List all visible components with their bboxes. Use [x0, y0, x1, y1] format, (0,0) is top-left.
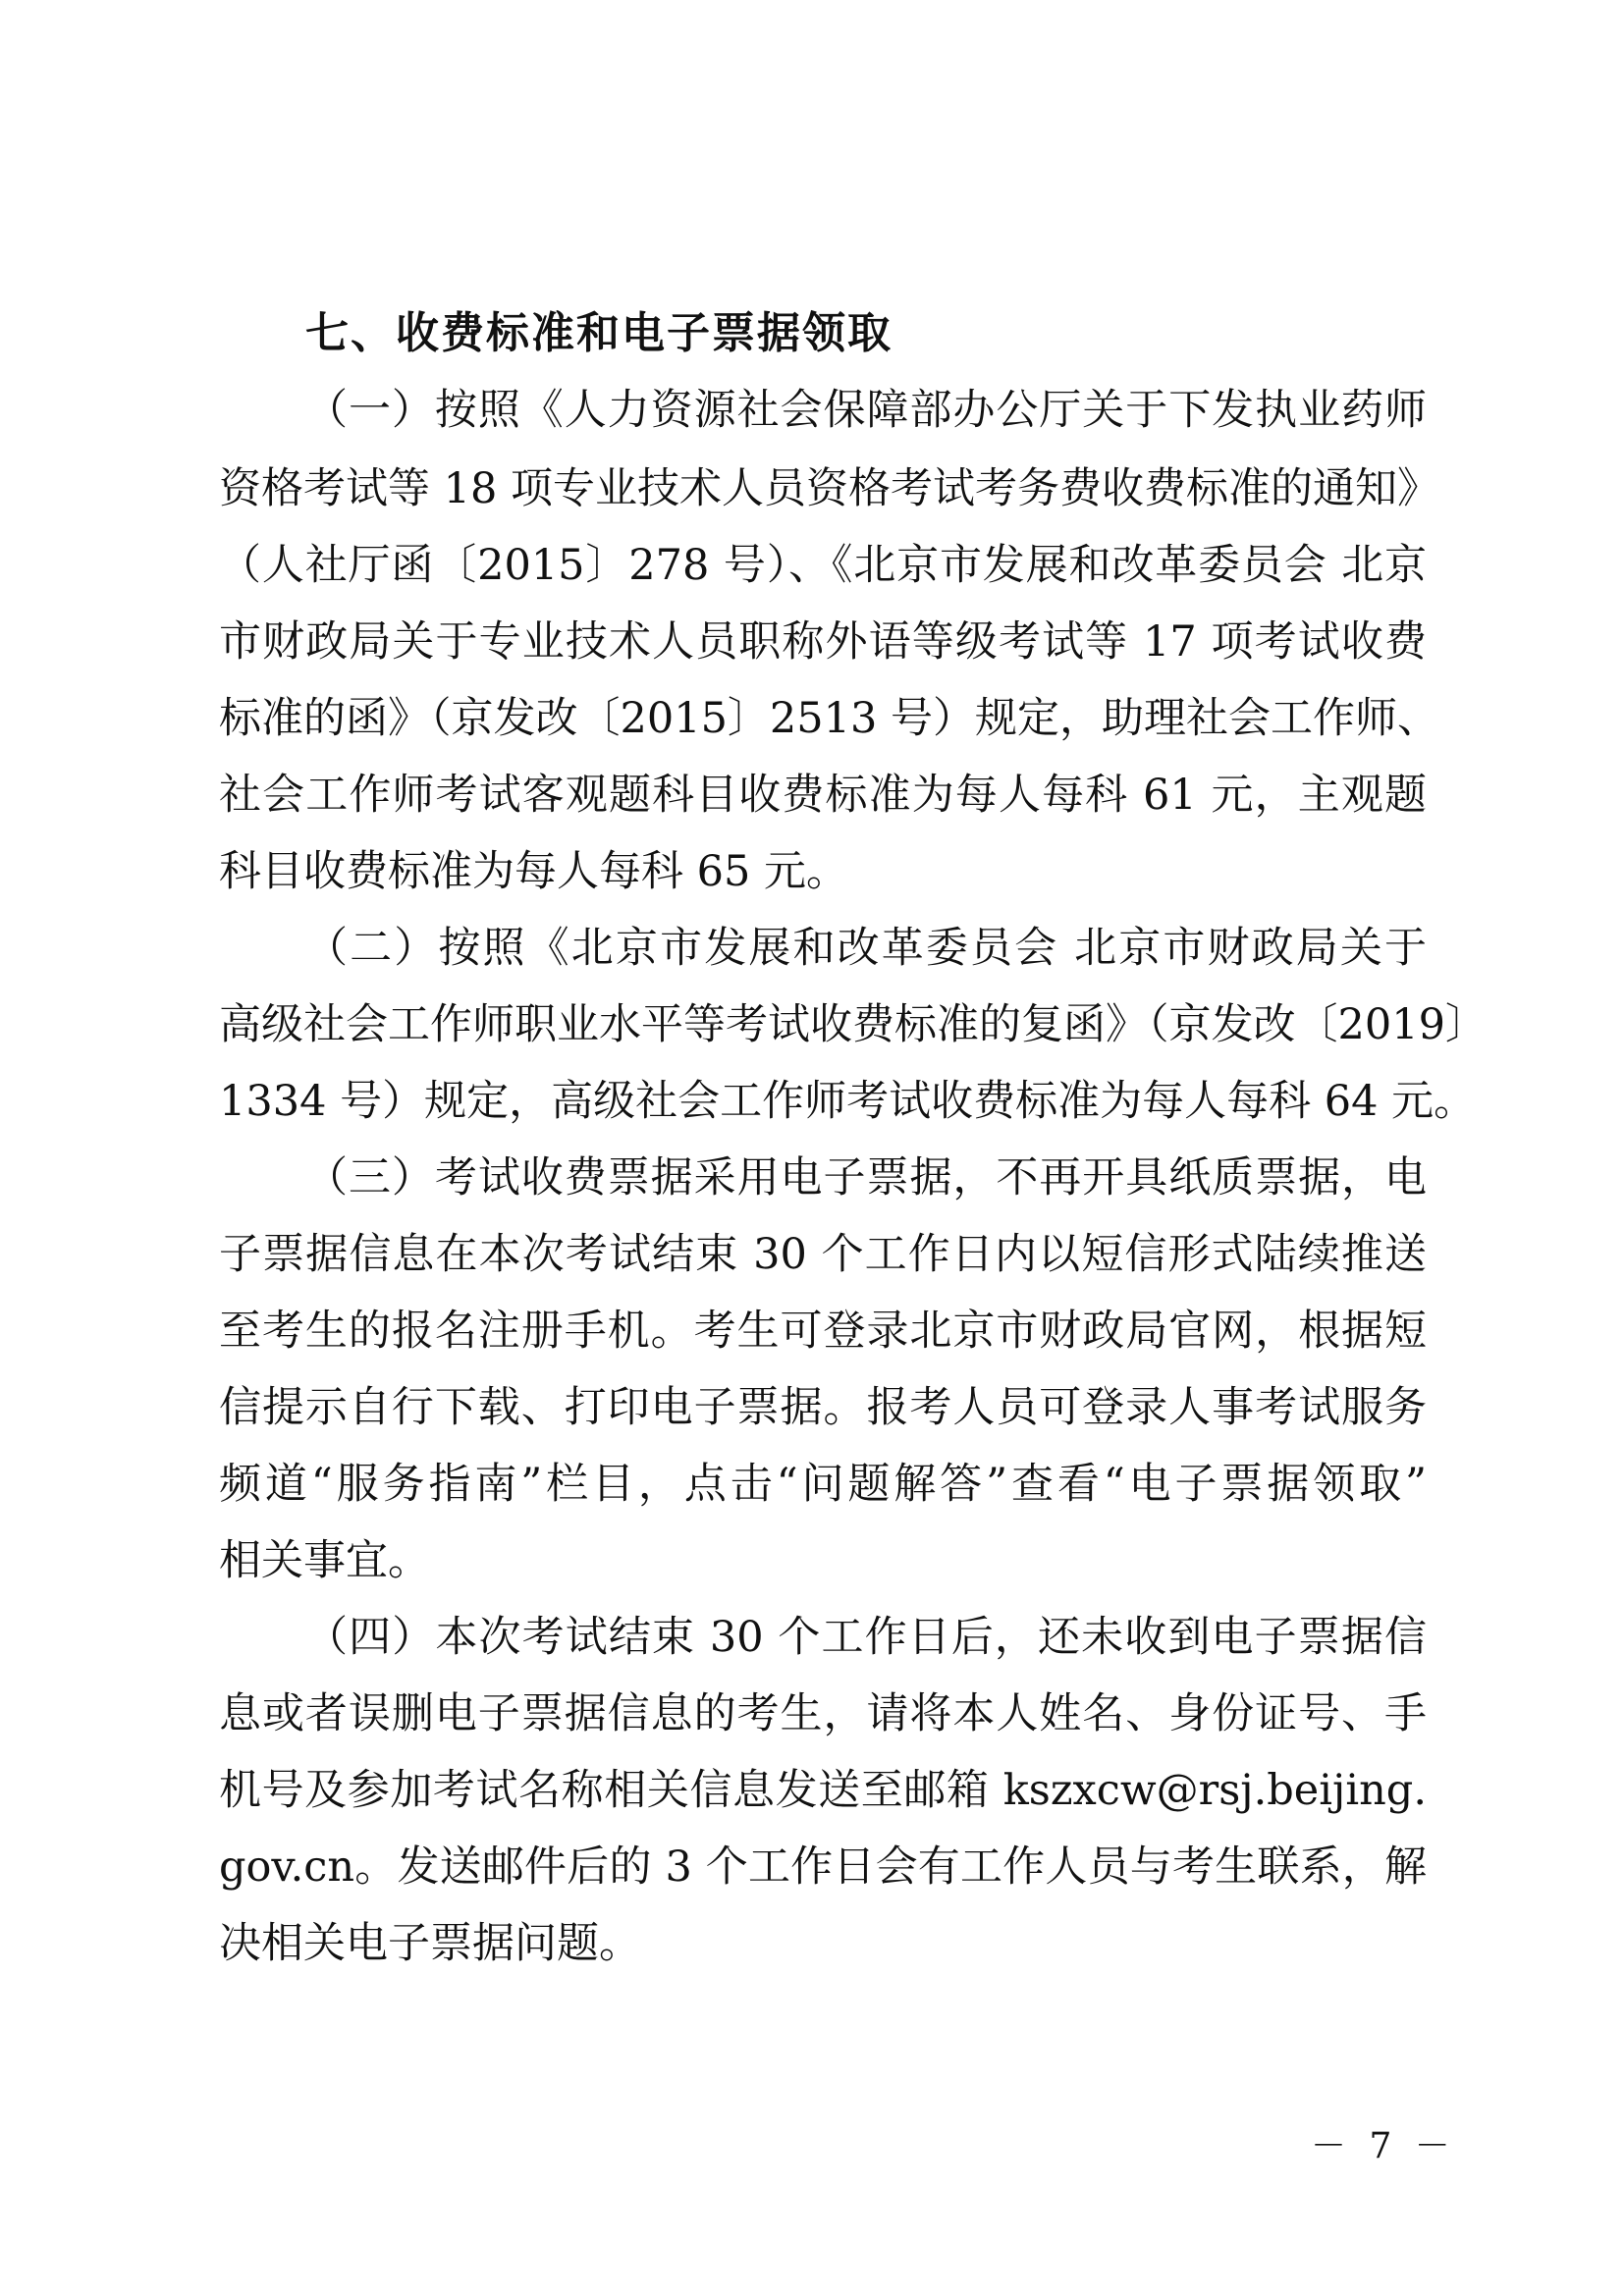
- paragraph-3-line-2: 子票据信息在本次考试结束 30 个工作日内以短信形式陆续推送: [219, 1230, 1427, 1279]
- paragraph-3-line-1: （三）考试收费票据采用电子票据，不再开具纸质票据，电: [305, 1153, 1427, 1202]
- paragraph-4-line-4: gov.cn。发送邮件后的 3 个工作日会有工作人员与考生联系，解: [219, 1842, 1427, 1892]
- paragraph-4-line-3: 机号及参加考试名称相关信息发送至邮箱 kszxcw@rsj.beijing.: [219, 1766, 1427, 1815]
- paragraph-3-line-3: 至考生的报名注册手机。考生可登录北京市财政局官网，根据短: [219, 1307, 1427, 1356]
- paragraph-2-line-1: （二）按照《北京市发展和改革委员会 北京市财政局关于: [305, 924, 1427, 973]
- paragraph-3-line-4: 信提示自行下载、打印电子票据。报考人员可登录人事考试服务: [219, 1383, 1427, 1432]
- section-heading: 七、收费标准和电子票据领取: [305, 308, 893, 358]
- paragraph-2-line-3: 1334 号）规定，高级社会工作师考试收费标准为每人每科 64 元。: [219, 1077, 1477, 1126]
- paragraph-1-line-4: 市财政局关于专业技术人员职称外语等级考试等 17 项考试收费: [219, 617, 1427, 667]
- paragraph-4-line-2: 息或者误删电子票据信息的考生，请将本人姓名、身份证号、手: [219, 1689, 1427, 1738]
- paragraph-1-line-2: 资格考试等 18 项专业技术人员资格考试考务费收费标准的通知》: [219, 464, 1440, 513]
- paragraph-4-line-5: 决相关电子票据问题。: [219, 1919, 641, 1968]
- paragraph-1-line-7: 科目收费标准为每人每科 65 元。: [219, 847, 849, 896]
- paragraph-2-line-2: 高级社会工作师职业水平等考试收费标准的复函》（京发改〔2019〕: [219, 1000, 1488, 1049]
- paragraph-1-line-6: 社会工作师考试客观题科目收费标准为每人每科 61 元，主观题: [219, 771, 1427, 820]
- page-number: － 7 －: [1311, 2126, 1456, 2166]
- paragraph-3-line-5: 频道“服务指南”栏目，点击“问题解答”查看“电子票据领取”: [219, 1460, 1427, 1509]
- paragraph-1-line-1: （一）按照《人力资源社会保障部办公厅关于下发执业药师: [305, 386, 1427, 435]
- paragraph-1-line-5: 标准的函》（京发改〔2015〕2513 号）规定，助理社会工作师、: [219, 694, 1440, 743]
- paragraph-4-line-1: （四）本次考试结束 30 个工作日后，还未收到电子票据信: [305, 1613, 1427, 1662]
- paragraph-1-line-3: （人社厅函〔2015〕278 号）、《北京市发展和改革委员会 北京: [219, 541, 1427, 590]
- paragraph-3-line-6: 相关事宜。: [219, 1536, 430, 1585]
